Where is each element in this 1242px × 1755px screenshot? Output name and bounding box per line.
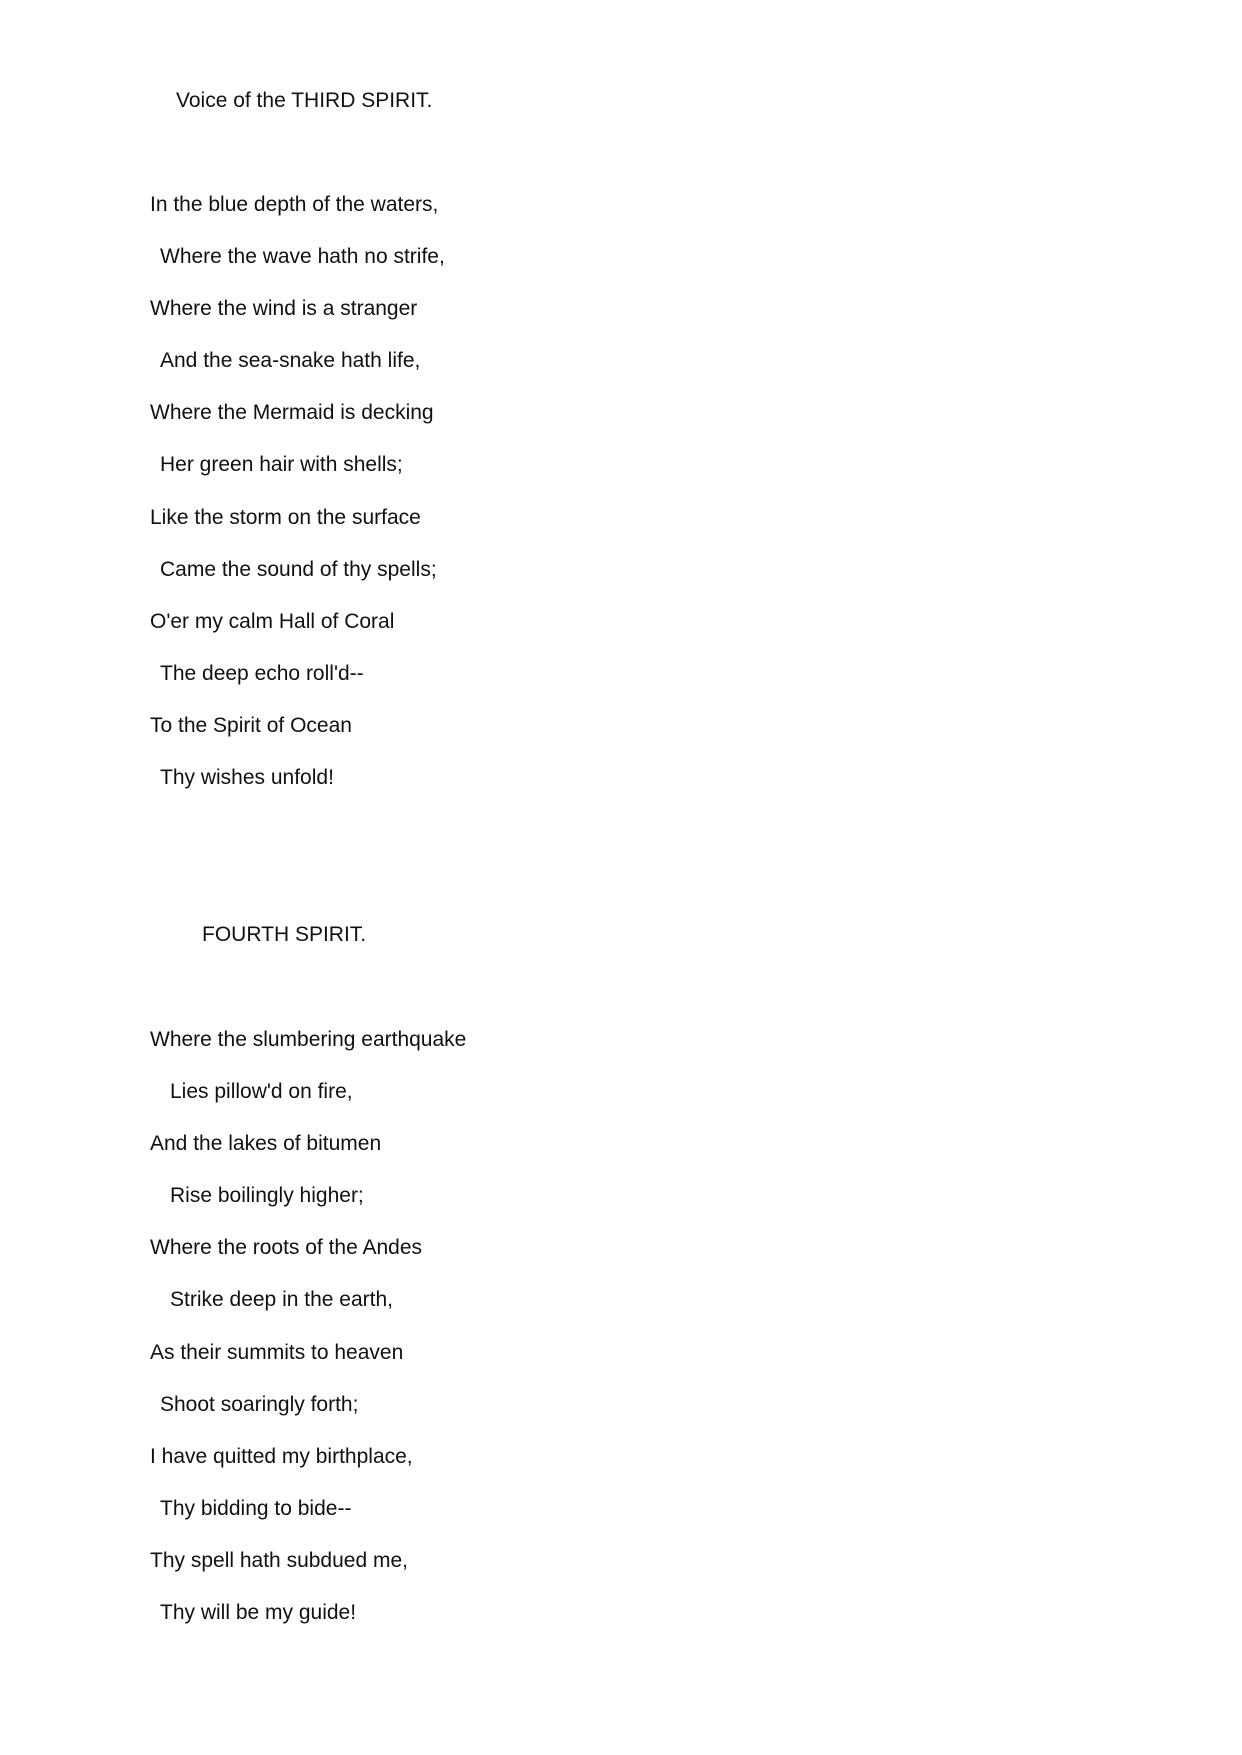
verse-line: And the sea-snake hath life, <box>160 349 421 372</box>
verse-line: Strike deep in the earth, <box>170 1288 393 1311</box>
verse-line: And the lakes of bitumen <box>150 1132 382 1155</box>
verse-line: Shoot soaringly forth; <box>160 1393 359 1416</box>
verse-line: Where the slumbering earthquake <box>150 1028 467 1051</box>
verse-line: To the Spirit of Ocean <box>150 714 352 737</box>
verse-line: Her green hair with shells; <box>160 453 403 476</box>
verse-line: Thy will be my guide! <box>160 1601 357 1624</box>
verse-line: As their summits to heaven <box>150 1341 404 1364</box>
verse-line: Rise boilingly higher; <box>170 1184 364 1207</box>
verse-line: Where the roots of the Andes <box>150 1236 422 1259</box>
verse-line: I have quitted my birthplace, <box>150 1445 413 1468</box>
verse-line: Lies pillow'd on fire, <box>170 1080 353 1103</box>
verse-line: Thy wishes unfold! <box>160 766 334 789</box>
verse-line: Came the sound of thy spells; <box>160 558 437 581</box>
stanza-heading-third-spirit: Voice of the THIRD SPIRIT. <box>176 89 433 112</box>
verse-line: Where the wind is a stranger <box>150 297 418 320</box>
verse-line: Thy spell hath subdued me, <box>150 1549 408 1572</box>
verse-line: Where the wave hath no strife, <box>160 245 445 268</box>
verse-line: Where the Mermaid is decking <box>150 401 434 424</box>
verse-line: O'er my calm Hall of Coral <box>150 610 395 633</box>
verse-line: The deep echo roll'd-- <box>160 662 364 685</box>
verse-line: Thy bidding to bide-- <box>160 1497 352 1520</box>
verse-line: In the blue depth of the waters, <box>150 193 439 216</box>
verse-line: Like the storm on the surface <box>150 506 421 529</box>
stanza-heading-fourth-spirit: FOURTH SPIRIT. <box>202 923 367 946</box>
